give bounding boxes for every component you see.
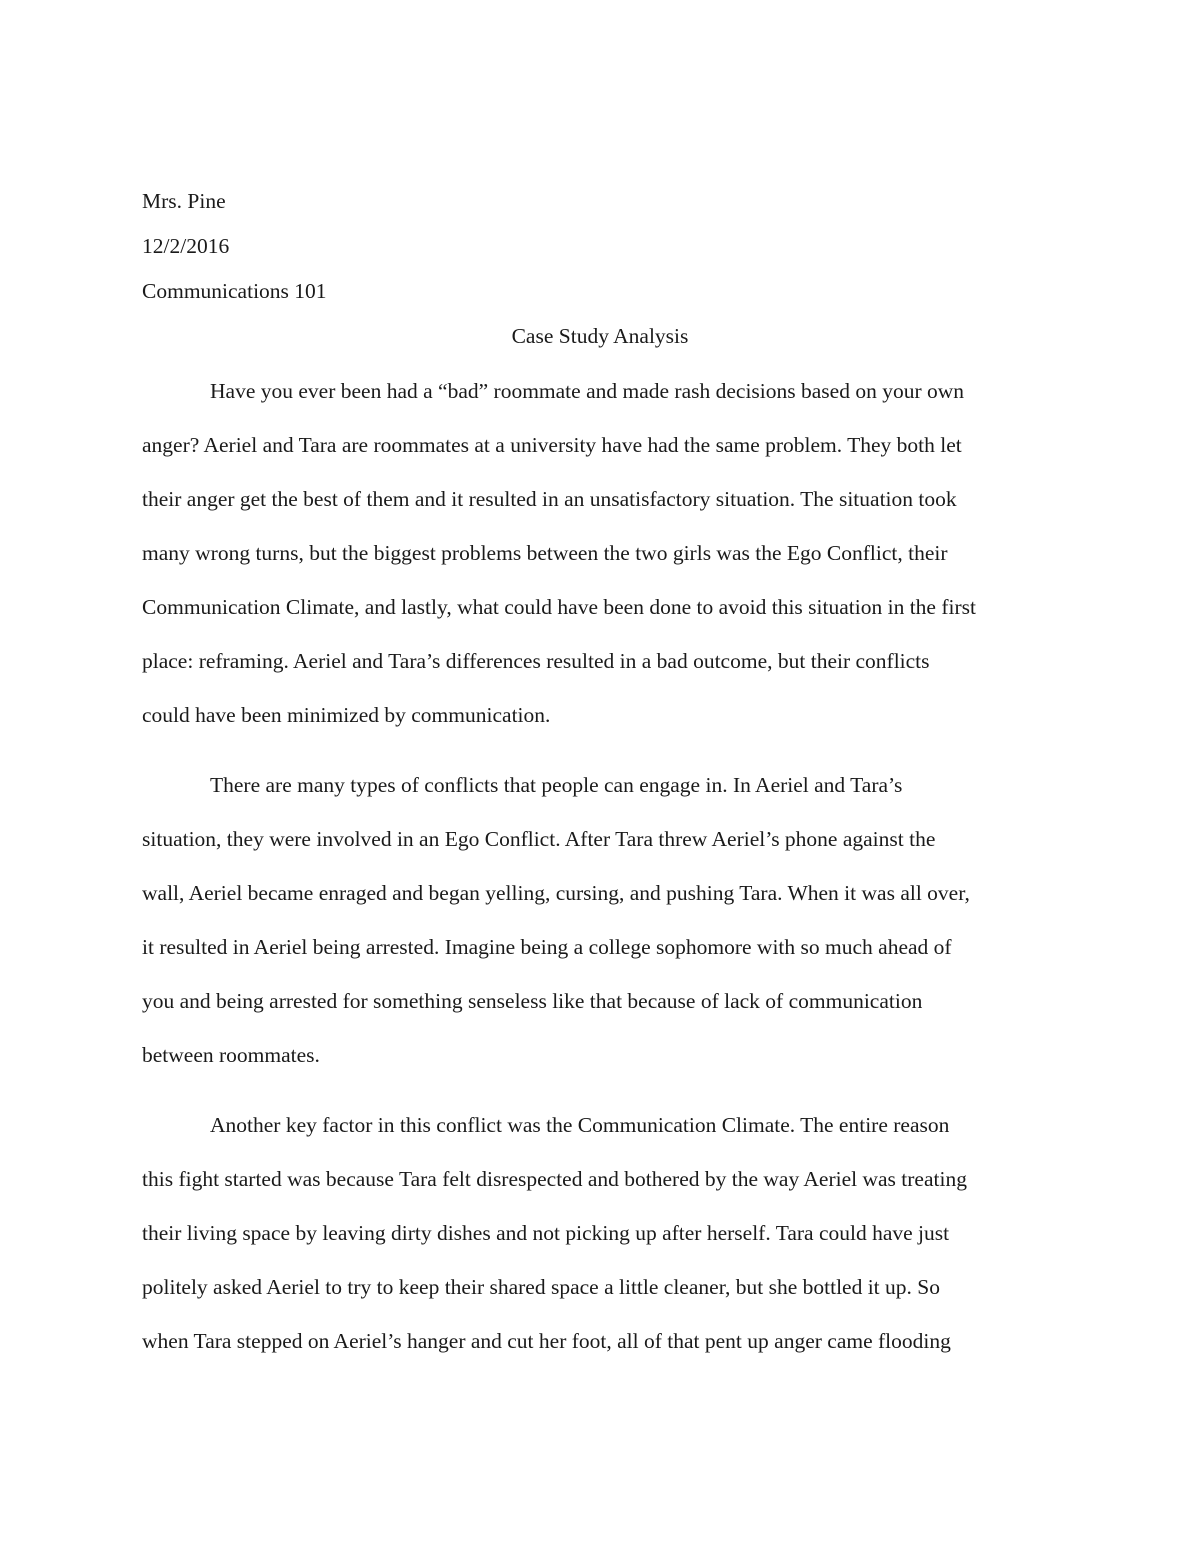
document-title: Case Study Analysis — [511, 324, 689, 348]
paragraph-line: There are many types of conflicts that people can engage in. In Aeriel and Tara’s — [210, 773, 903, 797]
paragraph-line: Communication Climate, and lastly, what could have been done to avoid this situation in the first — [142, 595, 976, 619]
paragraph-line: their anger get the best of them and it resulted in an unsatisfactory situation. The situation took — [142, 487, 957, 511]
paragraph-ego-conflict — [142, 758, 1058, 1082]
paragraph-line: between roommates. — [142, 1043, 320, 1067]
paragraph-line: Another key factor in this conflict was the Communication Climate. The entire reason — [210, 1113, 950, 1137]
document-body — [142, 184, 1058, 1368]
paragraph-line: their living space by leaving dirty dishes and not picking up after herself. Tara could have just — [142, 1221, 950, 1245]
paragraph-line: could have been minimized by communication. — [142, 703, 551, 727]
paragraph-intro — [142, 364, 1058, 742]
paragraph-line: anger? Aeriel and Tara are roommates at a university have had the same problem. They both let — [142, 433, 962, 457]
paragraph-line: you and being arrested for something senseless like that because of lack of communication — [142, 989, 923, 1013]
paragraph-line: this fight started was because Tara felt disrespected and bothered by the way Aeriel was treating — [142, 1167, 967, 1191]
paragraph-line: wall, Aeriel became enraged and began yelling, cursing, and pushing Tara. When it was all over, — [142, 881, 970, 905]
document-date: 12/2/2016 — [142, 234, 230, 258]
paragraph-line: Have you ever been had a “bad” roommate and made rash decisions based on your own — [210, 379, 965, 403]
paragraph-line: many wrong turns, but the biggest problems between the two girls was the Ego Conflict, their — [142, 541, 948, 565]
paragraph-spacer — [142, 1082, 1058, 1098]
course-name: Communications 101 — [142, 279, 327, 303]
paragraph-line: situation, they were involved in an Ego Conflict. After Tara threw Aeriel’s phone against the — [142, 827, 936, 851]
paragraph-communication-climate — [142, 1098, 1058, 1368]
paragraph-line: it resulted in Aeriel being arrested. Imagine being a college sophomore with so much ahead of — [142, 935, 952, 959]
paragraph-line: when Tara stepped on Aeriel’s hanger and cut her foot, all of that pent up anger came flooding — [142, 1329, 951, 1353]
paragraph-spacer — [142, 742, 1058, 758]
paragraph-line: politely asked Aeriel to try to keep their shared space a little cleaner, but she bottled it up. So — [142, 1275, 940, 1299]
paragraph-line: place: reframing. Aeriel and Tara’s differences resulted in a bad outcome, but their conflicts — [142, 649, 930, 673]
instructor-name: Mrs. Pine — [142, 189, 226, 213]
